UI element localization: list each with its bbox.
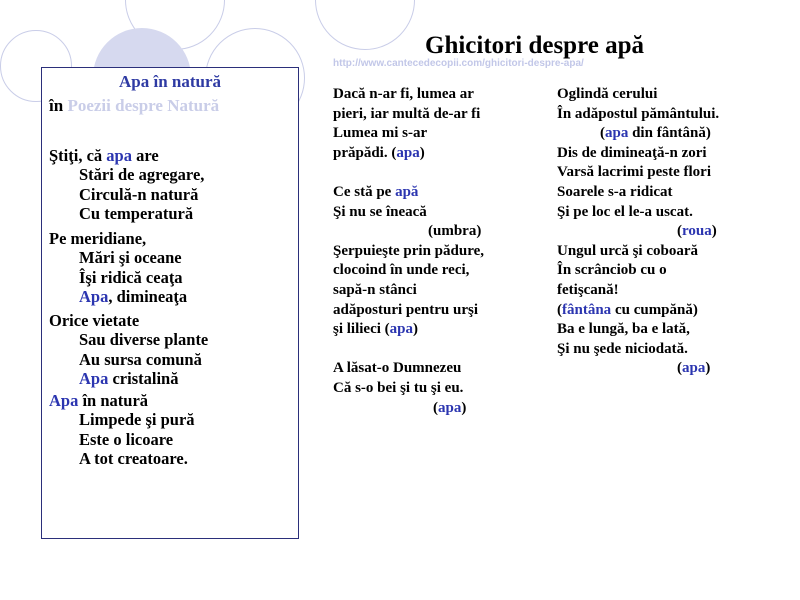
riddles-column-1: [333, 85, 484, 418]
riddle-answer: (umbra): [428, 223, 482, 240]
poem-line: Mări şi oceane: [79, 248, 182, 268]
riddle-answer: apa: [438, 399, 462, 416]
poem-panel: [41, 67, 299, 539]
poem-stanza: [49, 229, 187, 306]
poem-keyword: Apa: [79, 368, 109, 388]
poem-stanza: [49, 391, 195, 468]
riddle-answer-line: (apa): [677, 360, 711, 377]
riddle-line: Şi pe loc el le-a uscat.: [557, 203, 693, 220]
poem-line: Apa în natură: [49, 391, 149, 410]
spacer: [333, 163, 484, 183]
riddle-answer-line: (apa din fântână): [600, 125, 711, 142]
riddle-line: Şerpuieşte prin pădure,: [333, 242, 484, 259]
riddle-line: Ungul urcă şi coboară: [557, 242, 698, 259]
poem-line: Cu temperatură: [79, 203, 194, 223]
source-url-link[interactable]: http://www.cantecedecopii.com/ghicitori-despre-apa/: [333, 58, 584, 69]
riddle-line: Ce stă pe apă: [333, 183, 419, 200]
riddle-line: sapă-n stânci: [333, 281, 417, 298]
riddle-line: pieri, iar multă de-ar fi: [333, 105, 481, 122]
riddle-line: A lăsat-o Dumnezeu: [333, 360, 462, 377]
riddle-line: În adăpostul pământului.: [557, 105, 720, 122]
riddle-answer: apa: [682, 360, 706, 377]
riddle-answer-line: (apa): [433, 399, 467, 416]
riddle-answer: apa: [605, 125, 629, 142]
poem-keyword: Apa: [49, 391, 79, 410]
riddle-line: Dacă n-ar fi, lumea ar: [333, 86, 474, 102]
riddle-line: Dis de dimineaţă-n zori: [557, 144, 707, 161]
riddle-answer-line: (roua): [677, 223, 717, 240]
poem-stanza: [49, 311, 208, 388]
poem-line: Sau diverse plante: [79, 330, 209, 350]
riddle-answer: apa: [389, 321, 413, 338]
poem-line: Ştiţi, că apa are: [49, 146, 159, 165]
spacer: [333, 340, 484, 360]
riddle-line: Varsă lacrimi peste flori: [557, 164, 711, 181]
poem-keyword: apa: [106, 146, 132, 165]
poem-line: Îşi ridică ceaţa: [79, 267, 183, 287]
riddle-keyword: fântâna: [562, 301, 612, 318]
riddle-line: Ba e lungă, ba e lată,: [557, 321, 690, 338]
riddles-column-2: [557, 85, 719, 379]
riddle-line: Soarele s-a ridicat: [557, 183, 673, 200]
poem-title: Apa în natură: [118, 72, 222, 91]
riddle-line: În scrânciob cu o: [557, 262, 667, 279]
poem-line: Este o licoare: [79, 429, 174, 449]
riddle-keyword: apă: [395, 183, 419, 200]
riddle-line: Lumea mi s-ar: [333, 125, 428, 142]
riddle-answer: apa: [396, 144, 420, 161]
poem-line: Apa cristalină: [79, 368, 179, 388]
riddle-line: Că s-o bei şi tu şi eu.: [333, 379, 464, 396]
poem-line: A tot creatoare.: [79, 448, 188, 468]
riddle-line: Şi nu şede niciodată.: [557, 340, 688, 357]
poem-line: Limpede şi pură: [79, 410, 195, 430]
poem-category-prefix: în: [49, 96, 64, 115]
riddle-line: (fântâna cu cumpănă): [557, 301, 698, 318]
poem-category: [49, 96, 219, 116]
decorative-circle: [315, 0, 415, 50]
poem-line: Circulă-n natură: [79, 184, 199, 204]
riddle-line: şi lilieci (apa): [333, 321, 418, 338]
riddle-line: fetişcană!: [557, 281, 619, 298]
slide-title: Ghicitori despre apă: [425, 32, 644, 59]
poem-line: Pe meridiane,: [49, 229, 147, 248]
poem-category-link[interactable]: Poezii despre Natură: [67, 96, 220, 115]
riddle-line: Şi nu se îneacă: [333, 203, 427, 220]
riddle-line: prăpădi. (apa): [333, 144, 425, 161]
poem-line: Apa, dimineaţa: [79, 286, 188, 306]
riddle-line: Oglindă cerului: [557, 86, 658, 102]
poem-line: Orice vietate: [49, 311, 140, 330]
riddle-answer: roua: [682, 223, 712, 240]
riddle-line: adăposturi pentru urşi: [333, 301, 479, 318]
poem-line: Stări de agregare,: [79, 165, 205, 185]
poem-line: Au sursa comună: [79, 349, 202, 369]
riddle-line: clocoind în unde reci,: [333, 262, 470, 279]
poem-stanza: [49, 146, 204, 223]
poem-keyword: Apa: [79, 286, 109, 306]
